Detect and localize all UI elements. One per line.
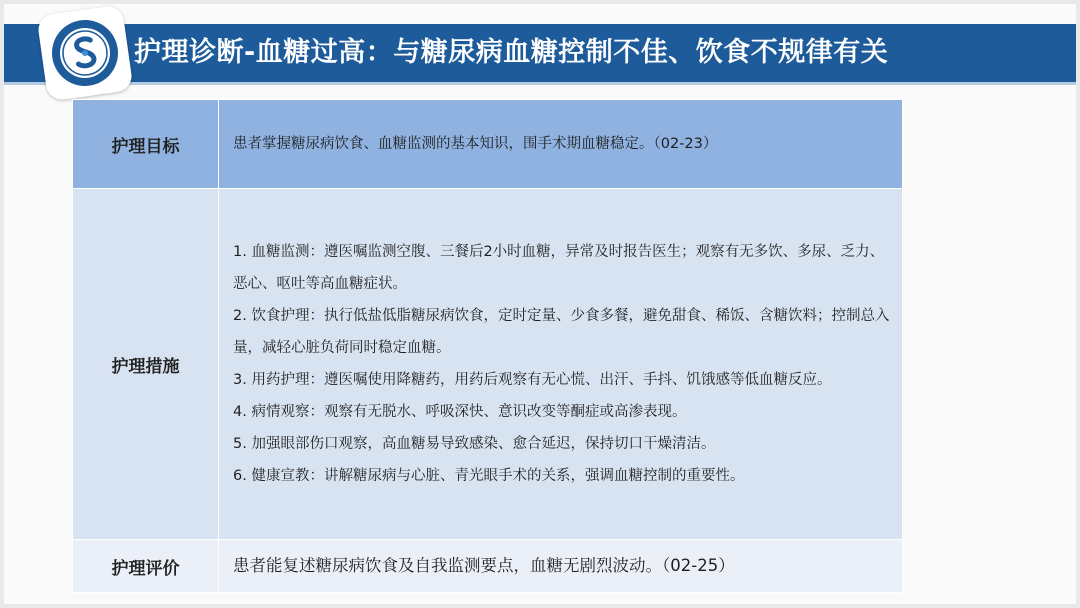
table-row-evaluation xyxy=(73,540,903,593)
page-title: 护理诊断-血糖过高：与糖尿病血糖控制不佳、饮食不规律有关 xyxy=(134,37,889,68)
measures-label: 护理措施 xyxy=(73,189,219,540)
measures-list xyxy=(233,236,902,492)
hospital-emblem-icon xyxy=(47,15,124,92)
hospital-logo xyxy=(36,4,133,101)
measures-cell xyxy=(219,189,903,540)
goal-label: 护理目标 xyxy=(73,100,219,189)
list-item: 5. 加强眼部伤口观察，高血糖易导致感染、愈合延迟，保持切口干燥清洁。 xyxy=(233,436,716,452)
list-item: 2. 饮食护理：执行低盐低脂糖尿病饮食，定时定量、少食多餐，避免甜食、稀饭、含糖饮料；控制总入量，减轻心脏负荷同时稳定血糖。 xyxy=(233,308,890,356)
evaluation-label: 护理评价 xyxy=(73,540,219,593)
goal-cell xyxy=(219,100,903,189)
evaluation-text: 患者能复述糖尿病饮食及自我监测要点，血糖无剧烈波动。（02-25） xyxy=(233,556,735,575)
table-row-measures xyxy=(73,189,903,540)
list-item: 3. 用药护理：遵医嘱使用降糖药，用药后观察有无心慌、出汗、手抖、饥饿感等低血糖反应。 xyxy=(233,372,832,388)
slide xyxy=(4,4,1076,604)
list-item: 1. 血糖监测：遵医嘱监测空腹、三餐后2小时血糖，异常及时报告医生；观察有无多饮、多尿、乏力、恶心、呕吐等高血糖症状。 xyxy=(233,244,885,292)
nursing-care-table xyxy=(72,99,903,593)
list-item: 4. 病情观察：观察有无脱水、呼吸深快、意识改变等酮症或高渗表现。 xyxy=(233,404,687,420)
goal-text: 患者掌握糖尿病饮食、血糖监测的基本知识，围手术期血糖稳定。（02-23） xyxy=(233,136,718,152)
list-item: 6. 健康宣教：讲解糖尿病与心脏、青光眼手术的关系，强调血糖控制的重要性。 xyxy=(233,468,745,484)
title-accent-line xyxy=(4,82,1076,85)
evaluation-cell xyxy=(219,540,903,593)
table-row-goal xyxy=(73,100,903,189)
